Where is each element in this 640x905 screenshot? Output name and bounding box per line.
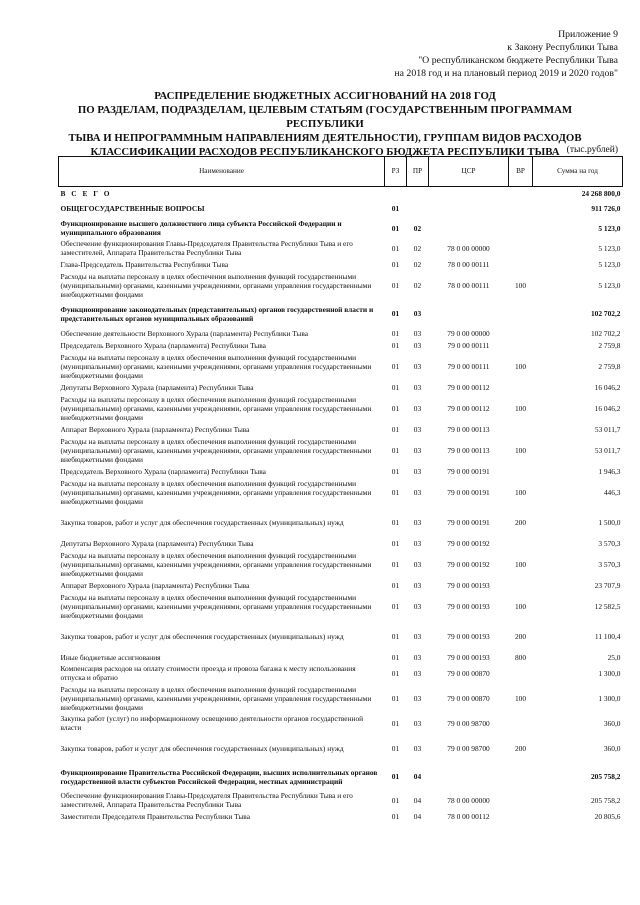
row-name: ОБЩЕГОСУДАРСТВЕННЫЕ ВОПРОСЫ	[60, 204, 205, 213]
row-rz: 01	[391, 652, 400, 662]
table-row	[59, 270, 623, 300]
row-pr: 04	[413, 811, 422, 821]
row-name: Аппарат Верховного Хурала (парламента) Республики Тыва	[60, 580, 250, 590]
table-header	[59, 157, 623, 187]
table-row	[59, 537, 623, 549]
table-row	[59, 621, 623, 651]
row-csr: 79 0 00 00191	[447, 487, 490, 497]
row-vr	[509, 339, 533, 351]
row-rz: 01	[391, 259, 400, 269]
row-sum: 20 805,6	[594, 811, 621, 821]
row-sum: 1 300,0	[598, 668, 621, 678]
row-pr: 03	[413, 424, 422, 434]
row-pr: 03	[413, 718, 422, 728]
row-vr	[509, 238, 533, 258]
row-pr: 03	[413, 517, 422, 527]
row-name: Расходы на выплаты персоналу в целях обеспечения выполнения функций государственными (муниципальными) органами, казенными учреждениями, органами управления государственными внебюджетными фондами	[60, 271, 372, 299]
row-sum: 5 123,0	[598, 243, 621, 253]
table-row	[59, 507, 623, 537]
row-sum: 11 100,4	[594, 631, 621, 641]
table-row	[59, 763, 623, 790]
row-pr: 03	[413, 487, 422, 497]
row-csr: 79 0 00 00870	[447, 668, 490, 678]
table-row	[59, 300, 623, 327]
row-name: Депутаты Верховного Хурала (парламента) Республики Тыва	[60, 538, 254, 548]
row-name: Обеспечение функционирования Главы-Председателя Правительства Республики Тыва и его заместителей, Аппарата Правительства Республики Тыва	[60, 791, 353, 809]
row-pr: 03	[413, 340, 422, 350]
row-pr: 04	[413, 772, 422, 781]
row-pr: 03	[413, 580, 422, 590]
row-pr: 02	[413, 259, 422, 269]
row-csr: 79 0 00 00000	[447, 328, 490, 338]
row-name: Расходы на выплаты персоналу в целях обеспечения выполнения функций государственными (муниципальными) органами, казенными учреждениями, органами управления государственными внебюджетными фондами	[60, 352, 372, 380]
row-sum: 1 946,3	[598, 466, 621, 476]
row-sum: 5 123,0	[598, 223, 621, 233]
title-line: ПО РАЗДЕЛАМ, ПОДРАЗДЕЛАМ, ЦЕЛЕВЫМ СТАТЬЯМ (ГОСУДАРСТВЕННЫМ ПРОГРАММАМ РЕСПУБЛИКИ	[77, 104, 573, 130]
table-row	[59, 549, 623, 579]
row-csr: 78 0 00 00111	[447, 280, 490, 290]
total-sum: 24 268 800,0	[581, 188, 621, 198]
column-header-sum: Сумма на год	[533, 157, 623, 187]
title-line: РАСПРЕДЕЛЕНИЕ БЮДЖЕТНЫХ АССИГНОВАНИЙ НА 2018 ГОД	[154, 90, 496, 102]
row-sum: 12 582,5	[594, 601, 621, 611]
row-vr	[509, 423, 533, 435]
row-pr: 03	[413, 559, 422, 569]
row-pr: 02	[413, 223, 422, 233]
table-row	[59, 465, 623, 477]
column-header-rz: РЗ	[385, 157, 407, 187]
row-name: Расходы на выплаты персоналу в целях обеспечения выполнения функций государственными (муниципальными) органами, казенными учреждениями, органами управления государственными внебюджетными фондами	[60, 550, 372, 578]
row-name: Расходы на выплаты персоналу в целях обеспечения выполнения функций государственными (муниципальными) органами, казенными учреждениями, органами управления государственными внебюджетными фондами	[60, 478, 372, 506]
row-sum: 3 570,3	[598, 559, 621, 569]
row-sum: 360,0	[603, 743, 621, 753]
row-rz: 01	[391, 424, 400, 434]
table-row	[59, 381, 623, 393]
row-sum: 3 570,3	[598, 538, 621, 548]
row-csr	[429, 218, 509, 238]
row-pr: 03	[413, 466, 422, 476]
row-sum: 205 758,2	[590, 772, 621, 781]
row-name: Обеспечение функционирования Главы-Председателя Правительства Республики Тыва и его заместителей, Аппарата Правительства Республики Тыва	[60, 239, 353, 257]
row-sum: 16 046,2	[594, 382, 621, 392]
row-pr: 03	[413, 668, 422, 678]
row-csr: 79 0 00 98700	[447, 743, 490, 753]
row-csr: 78 0 00 00000	[447, 795, 490, 805]
row-vr	[509, 579, 533, 591]
row-rz: 01	[391, 743, 400, 753]
row-sum: 23 707,9	[594, 580, 621, 590]
row-name: Заместители Председателя Правительства Республики Тыва	[60, 811, 250, 821]
row-name: Закупка товаров, работ и услуг для обеспечения государственных (муниципальных) нужд	[60, 631, 344, 641]
document-title	[40, 89, 610, 159]
table-row	[59, 790, 623, 810]
row-pr: 03	[413, 538, 422, 548]
row-pr: 03	[413, 693, 422, 703]
table-row	[59, 351, 623, 381]
row-rz: 01	[391, 795, 400, 805]
total-row	[59, 187, 623, 200]
row-vr	[509, 790, 533, 810]
row-vr: 200	[514, 631, 527, 641]
row-rz: 01	[391, 328, 400, 338]
row-vr: 800	[514, 652, 527, 662]
row-sum: 2 759,8	[598, 361, 621, 371]
column-header-name: Наименование	[59, 157, 385, 187]
row-name: Обеспечение деятельности Верховного Хурала (парламента) Республики Тыва	[60, 328, 309, 338]
row-rz: 01	[391, 811, 400, 821]
row-pr	[407, 199, 429, 218]
row-sum: 16 046,2	[594, 403, 621, 413]
row-sum: 1 300,0	[598, 693, 621, 703]
row-name: Расходы на выплаты персоналу в целях обеспечения выполнения функций государственными (муниципальными) органами, казенными учреждениями, органами управления государственными внебюджетными фондами	[60, 394, 372, 422]
table-body	[59, 187, 623, 823]
row-pr: 03	[413, 445, 422, 455]
row-pr: 03	[413, 601, 422, 611]
row-vr	[509, 810, 533, 822]
row-pr: 03	[413, 652, 422, 662]
row-vr	[509, 300, 533, 327]
row-vr	[509, 258, 533, 270]
table-row	[59, 327, 623, 339]
row-csr: 79 0 00 00112	[447, 382, 490, 392]
row-vr: 100	[514, 487, 527, 497]
row-rz: 01	[391, 559, 400, 569]
row-csr: 79 0 00 00191	[447, 517, 490, 527]
row-pr: 03	[413, 361, 422, 371]
row-sum: 2 759,8	[598, 340, 621, 350]
table-row	[59, 591, 623, 621]
row-rz: 01	[391, 693, 400, 703]
row-vr	[509, 663, 533, 683]
row-pr: 03	[413, 309, 422, 318]
appendix-line: "О республиканском бюджете Республики Тыва	[418, 55, 618, 66]
row-rz: 01	[391, 445, 400, 455]
units-label: (тыс.рублей)	[566, 145, 618, 155]
row-sum: 5 123,0	[598, 259, 621, 269]
row-name: Компенсация расходов на оплату стоимости проезда и провоза багажа к месту использования отпуска и обратно	[60, 664, 356, 682]
column-header-pr: ПР	[407, 157, 429, 187]
row-rz: 01	[391, 382, 400, 392]
row-vr: 100	[514, 559, 527, 569]
column-header-vr: ВР	[509, 157, 533, 187]
row-vr	[509, 465, 533, 477]
table-row	[59, 477, 623, 507]
row-rz: 01	[391, 517, 400, 527]
row-csr: 79 0 00 00193	[447, 580, 490, 590]
table-row	[59, 423, 623, 435]
row-sum: 911 726,0	[591, 204, 621, 213]
row-csr: 78 0 00 00111	[447, 259, 490, 269]
row-sum: 53 011,7	[594, 445, 621, 455]
total-label: В С Е Г О	[60, 188, 112, 198]
row-name: Функционирование высшего должностного лица субъекта Российской Федерации и муниципального образования	[60, 219, 342, 237]
row-vr	[509, 713, 533, 733]
title-line: КЛАССИФИКАЦИИ РАСХОДОВ РЕСПУБЛИКАНСКОГО БЮДЖЕТА РЕСПУБЛИКИ ТЫВА	[90, 146, 560, 158]
row-name: Функционирование законодательных (представительных) органов государственной власти и представительных органов муниципальных образований	[60, 304, 374, 323]
table-row	[59, 663, 623, 683]
row-rz: 01	[391, 466, 400, 476]
row-csr: 79 0 00 00192	[447, 559, 490, 569]
row-csr: 79 0 00 00870	[447, 693, 490, 703]
row-sum: 360,0	[603, 718, 621, 728]
row-rz: 01	[391, 601, 400, 611]
table-row	[59, 258, 623, 270]
table-row	[59, 218, 623, 238]
row-vr: 100	[514, 361, 527, 371]
row-csr: 79 0 00 00111	[447, 340, 490, 350]
row-csr: 78 0 00 00000	[447, 243, 490, 253]
row-pr: 02	[413, 280, 422, 290]
row-rz: 01	[391, 309, 400, 318]
row-name: Председатель Верховного Хурала (парламента) Республики Тыва	[60, 466, 266, 476]
row-name: Функционирование Правительства Российской Федерации, высших исполнительных органов государственной власти субъектов Российской Федерации, местных администраций	[60, 767, 378, 786]
row-csr: 79 0 00 00113	[447, 445, 490, 455]
row-csr: 79 0 00 00193	[447, 652, 490, 662]
table-row	[59, 199, 623, 218]
row-rz: 01	[391, 580, 400, 590]
title-line: ТЫВА И НЕПРОГРАММНЫМ НАПРАВЛЕНИЯМ ДЕЯТЕЛЬНОСТИ), ГРУППАМ ВИДОВ РАСХОДОВ	[68, 132, 582, 144]
row-rz: 01	[391, 361, 400, 371]
table-row	[59, 651, 623, 663]
appendix-note	[318, 28, 618, 80]
row-rz: 01	[391, 340, 400, 350]
row-vr: 100	[514, 403, 527, 413]
row-pr: 03	[413, 631, 422, 641]
row-sum: 446,3	[603, 487, 621, 497]
row-csr: 79 0 00 00191	[447, 466, 490, 476]
row-pr: 02	[413, 243, 422, 253]
row-rz: 01	[391, 772, 400, 781]
row-vr: 100	[514, 445, 527, 455]
row-name: Расходы на выплаты персоналу в целях обеспечения выполнения функций государственными (муниципальными) органами, казенными учреждениями, органами управления государственными внебюджетными фондами	[60, 592, 372, 620]
row-name: Закупка товаров, работ и услуг для обеспечения государственных (муниципальных) нужд	[60, 517, 344, 527]
row-csr: 79 0 00 00192	[447, 538, 490, 548]
table-row	[59, 733, 623, 763]
table-row	[59, 579, 623, 591]
table-row	[59, 810, 623, 822]
row-name: Председатель Верховного Хурала (парламента) Республики Тыва	[60, 340, 266, 350]
row-pr: 03	[413, 382, 422, 392]
row-name: Глава-Председатель Правительства Республики Тыва	[60, 259, 229, 269]
table-row	[59, 435, 623, 465]
row-rz: 01	[391, 280, 400, 290]
appendix-line: Приложение 9	[558, 29, 618, 40]
row-rz: 01	[391, 243, 400, 253]
row-vr	[509, 381, 533, 393]
row-csr	[429, 199, 509, 218]
row-rz: 01	[391, 204, 400, 213]
row-csr: 79 0 00 98700	[447, 718, 490, 728]
row-vr	[509, 327, 533, 339]
row-name: Закупка товаров, работ и услуг для обеспечения государственных (муниципальных) нужд	[60, 743, 344, 753]
row-vr	[509, 763, 533, 790]
row-name: Аппарат Верховного Хурала (парламента) Республики Тыва	[60, 424, 250, 434]
row-csr: 79 0 00 00112	[447, 403, 490, 413]
row-name: Иные бюджетные ассигнования	[60, 652, 161, 662]
row-sum: 205 758,2	[590, 795, 621, 805]
row-name: Расходы на выплаты персоналу в целях обеспечения выполнения функций государственными (муниципальными) органами, казенными учреждениями, органами управления государственными внебюджетными фондами	[60, 684, 372, 712]
row-vr	[509, 199, 533, 218]
row-csr: 79 0 00 00113	[447, 424, 490, 434]
row-sum: 5 123,0	[598, 280, 621, 290]
row-csr: 79 0 00 00111	[447, 361, 490, 371]
table-row	[59, 713, 623, 733]
row-sum: 102 702,2	[590, 328, 621, 338]
row-csr	[429, 300, 509, 327]
row-csr: 78 0 00 00112	[447, 811, 490, 821]
appendix-line: к Закону Республики Тыва	[507, 42, 618, 53]
table-row	[59, 238, 623, 258]
row-pr: 03	[413, 403, 422, 413]
budget-table	[58, 156, 623, 822]
row-rz: 01	[391, 538, 400, 548]
row-rz: 01	[391, 487, 400, 497]
row-rz: 01	[391, 223, 400, 233]
row-name: Закупка работ (услуг) по информационному освещению деятельности органов государственной власти	[60, 714, 364, 732]
row-pr: 03	[413, 328, 422, 338]
row-rz: 01	[391, 631, 400, 641]
row-rz: 01	[391, 668, 400, 678]
row-pr: 03	[413, 743, 422, 753]
appendix-line: на 2018 год и на плановый период 2019 и 2020 годов"	[394, 68, 618, 79]
row-vr: 100	[514, 601, 527, 611]
row-csr: 79 0 00 00193	[447, 601, 490, 611]
row-vr: 200	[514, 517, 527, 527]
row-pr: 04	[413, 795, 422, 805]
table-row	[59, 393, 623, 423]
row-vr	[509, 218, 533, 238]
row-vr: 200	[514, 743, 527, 753]
column-header-csr: ЦСР	[429, 157, 509, 187]
table-row	[59, 339, 623, 351]
row-sum: 102 702,2	[590, 309, 621, 318]
row-sum: 25,0	[607, 652, 621, 662]
row-vr: 100	[514, 693, 527, 703]
row-sum: 1 500,0	[598, 517, 621, 527]
row-rz: 01	[391, 403, 400, 413]
row-csr	[429, 763, 509, 790]
table-row	[59, 683, 623, 713]
row-vr	[509, 537, 533, 549]
row-name: Депутаты Верховного Хурала (парламента) Республики Тыва	[60, 382, 254, 392]
row-vr: 100	[514, 280, 527, 290]
row-rz: 01	[391, 718, 400, 728]
row-name: Расходы на выплаты персоналу в целях обеспечения выполнения функций государственными (муниципальными) органами, казенными учреждениями, органами управления государственными внебюджетными фондами	[60, 436, 372, 464]
row-sum: 53 011,7	[594, 424, 621, 434]
row-csr: 79 0 00 00193	[447, 631, 490, 641]
